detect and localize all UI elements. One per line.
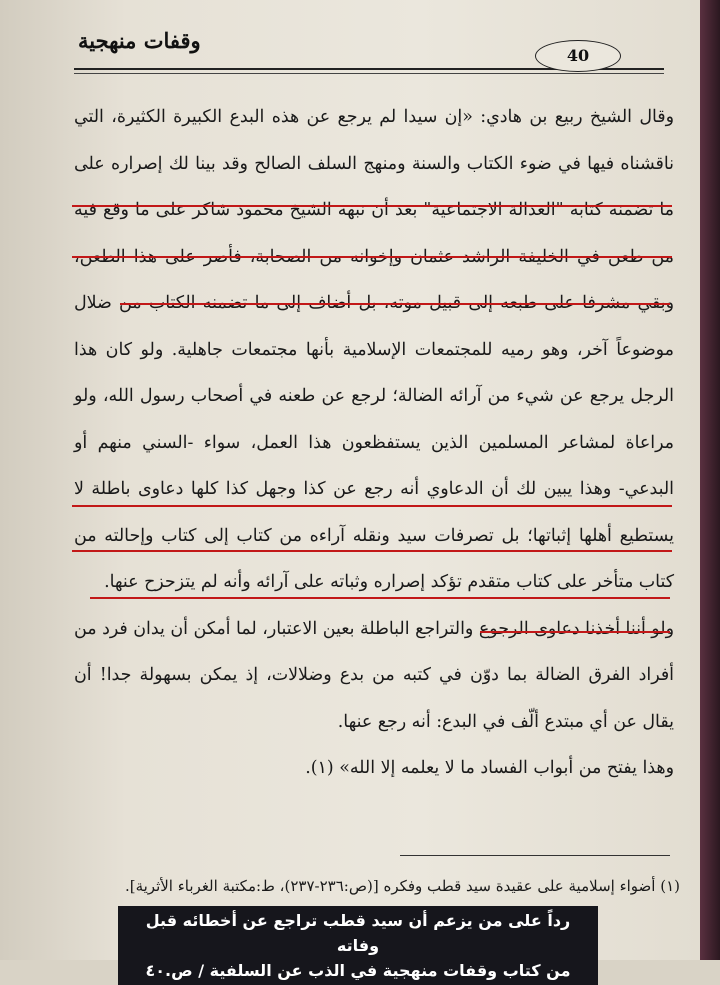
footnote: (١) أضواء إسلامية على عقيدة سيد قطب وفكره [(ص:٢٣٦-٢٣٧)، ط:مكتبة الغرباء الأثرية]. xyxy=(124,877,680,895)
red-underline xyxy=(72,256,672,258)
page-number: 40 xyxy=(535,40,621,72)
caption-line-1: رداً على من يزعم أن سيد قطب تراجع عن أخطائه قبل وفاته xyxy=(145,911,571,955)
book-cover-edge xyxy=(700,0,720,960)
red-underline xyxy=(90,597,670,599)
header-rule-thin xyxy=(74,73,664,74)
red-underline xyxy=(72,550,672,552)
caption-line-2: من كتاب وقفات منهجية في الذب عن السلفية / ص.٤٠ xyxy=(145,961,571,980)
main-text xyxy=(74,94,674,792)
caption-overlay xyxy=(118,906,598,985)
red-underline xyxy=(72,205,672,207)
paragraph-claims: ولو أننا أخذنا دعاوى الرجوع والتراجع الباطلة بعين الاعتبار، لما أمكن أن يدان فرد من أفراد الفرق الضالة بما دوّن في كتبه من بدع وضلالات، إذ يمكن بسهولة جدا! أن يقال عن أي مبتدع ألّف في البدع: أنه رجع عنها. xyxy=(74,618,674,732)
running-header-title: وقفات منهجية xyxy=(78,28,201,53)
red-underline xyxy=(120,303,670,305)
paragraph-closing: وهذا يفتح من أبواب الفساد ما لا يعلمه إلا الله» (١). xyxy=(305,758,674,778)
paragraph-quote: وقال الشيخ ربيع بن هادي: «إن سيدا لم يرجع عن هذه البدع الكبيرة الكثيرة، التي ناقشناه فيها في ضوء الكتاب والسنة ومنهج السلف الصالح وقد بينا لك إصراره على ما تضمنه كتابه "العدالة الاجتماعية" بعد أن نبهه الشيخ محمود شاكر على ما وقع فيه من طعن في الخليفة الراشد عثمان وإخوانه من الصحابة، فأصر على هذا الطعن، وبقي مشرفا على طبعه إلى قبيل موته، بل أضاف إلى ما تضمنه الكتاب من ضلال موضوعاً آخر، وهو رميه للمجتمعات الإسلامية بأنها مجتمعات جاهلية. ولو كان هذا الرجل يرجع عن شيء من آرائه الضالة؛ لرجع عن طعنه في أصحاب رسول الله، ولو مراعاة لمشاعر المسلمين الذين يستفظعون هذا العمل، سواء -السني منهم أو البدعي- وهذا يبين لك أن الدعاوي أنه رجع عن كذا وجهل كذا كلها دعاوى باطلة لا يستطيع أهلها إثباتها؛ بل تصرفات سيد ونقله آراءه من كتاب إلى كتاب وإحالته من كتاب متأخر على كتاب متقدم تؤكد إصراره وثباته على آرائه وأنه لم يتزحزح عنها. xyxy=(74,107,674,592)
red-underline xyxy=(480,631,670,633)
red-underline xyxy=(72,505,672,507)
footnote-separator xyxy=(400,855,670,856)
